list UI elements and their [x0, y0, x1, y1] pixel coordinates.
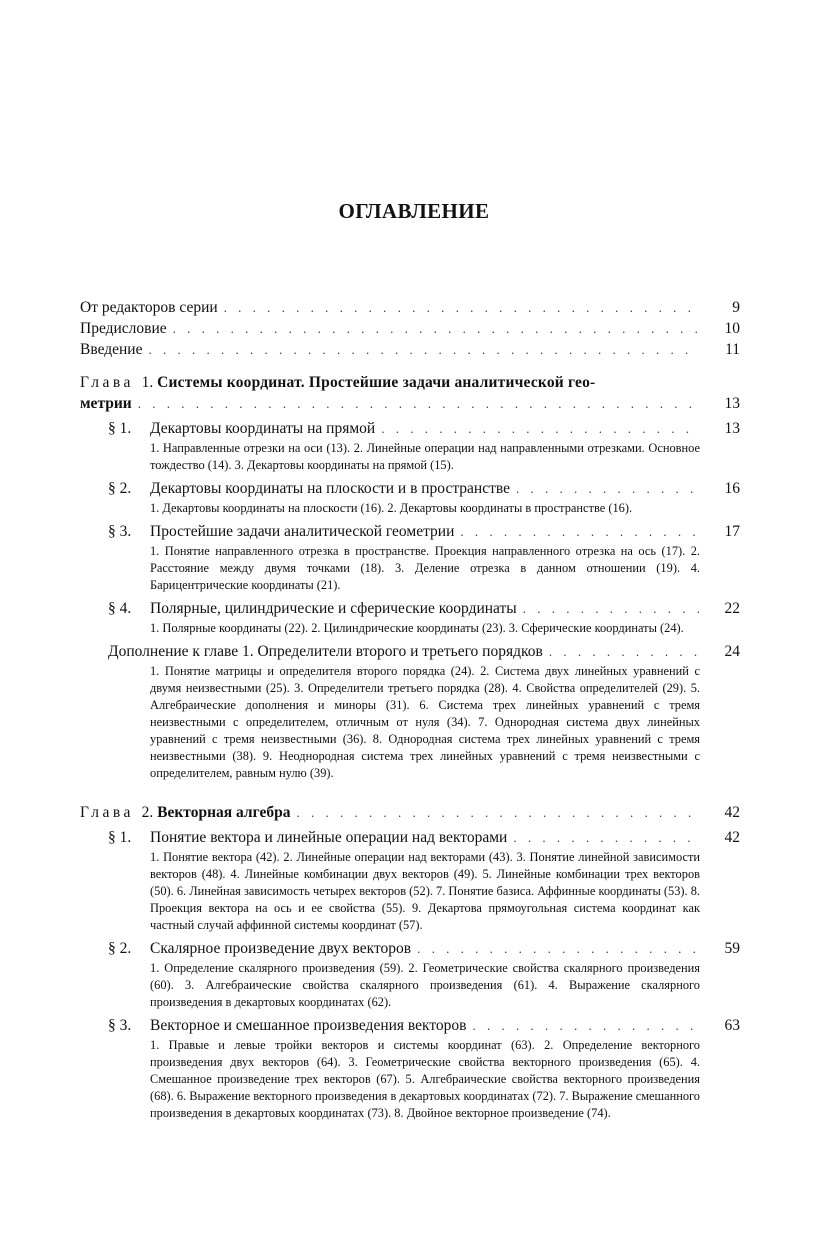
toc-page-number: 42: [724, 829, 740, 846]
section-title: Простейшие задачи аналитической геометрии: [150, 523, 455, 540]
chapter-title-cont: метрии: [80, 395, 132, 412]
toc-entry-introduction[interactable]: [80, 339, 740, 360]
chapter-1-heading-cont[interactable]: [80, 393, 740, 414]
section-2-2[interactable]: [108, 938, 740, 1011]
section-1-4[interactable]: [108, 598, 740, 637]
leader-dots: [381, 418, 700, 439]
addendum-title: Дополнение к главе 1. Определители второго и третьего порядков: [108, 643, 543, 660]
toc-entry-editors[interactable]: [80, 297, 740, 318]
leader-dots: [138, 393, 700, 414]
table-of-contents: [80, 297, 740, 1122]
section-number: § 3.: [108, 1017, 132, 1034]
leader-dots: [173, 318, 700, 339]
leader-dots: [549, 641, 700, 662]
chapter-prefix: Глава: [80, 804, 134, 821]
chapter-number: 2.: [141, 804, 154, 821]
leader-dots: [523, 598, 700, 619]
section-title: Полярные, цилиндрические и сферические координаты: [150, 600, 517, 617]
section-number: § 1.: [108, 829, 132, 846]
leader-dots: [460, 521, 700, 542]
section-1-1[interactable]: [108, 418, 740, 474]
toc-page-number: 42: [724, 804, 740, 821]
section-title: Скалярное произведение двух векторов: [150, 940, 412, 957]
toc-entry-preface[interactable]: [80, 318, 740, 339]
chapter-number: 1.: [141, 374, 154, 391]
section-1-2[interactable]: [108, 478, 740, 517]
leader-dots: [513, 827, 700, 848]
section-title: Декартовы координаты на плоскости и в пространстве: [150, 480, 510, 497]
toc-page-number: 22: [724, 600, 740, 617]
leader-dots: [473, 1015, 701, 1036]
toc-page-number: 59: [724, 940, 740, 957]
toc-page-number: 10: [724, 320, 740, 337]
section-description: 1. Определение скалярного произведения (59). 2. Геометрические свойства скалярного произведения (60). 3. Алгебраические свойства скалярного произведения (61). 4. Выражение скалярного произведения в декартовых координатах (62).: [150, 961, 700, 1009]
toc-entry-label: Предисловие: [80, 320, 167, 337]
leader-dots: [224, 297, 700, 318]
addendum-description: 1. Понятие матрицы и определителя второго порядка (24). 2. Система двух линейных уравнений с двумя неизвестными (25). 3. Определители третьего порядка (28). 4. Свойства определителей (29). 5. Алгебраические дополнения и миноры (31). 6. Система трех линейных уравнений с тремя неизвестными с определителем, отличным от нуля (34). 7. Однородная система двух линейных уравнений с тремя неизвестными (36). 8. Однородная система трех линейных уравнений с тремя неизвестными (38). 9. Неоднородная система трех линейных уравнений с тремя неизвестными с определителем, равным нулю (39).: [150, 664, 700, 780]
chapter-1-heading[interactable]: [80, 372, 740, 393]
leader-dots: [296, 802, 700, 823]
section-description: 1. Правые и левые тройки векторов и системы координат (63). 2. Определение векторного произведения двух векторов (64). 3. Геометрические свойства векторного произведения (65). 4. Смешанное произведение трех векторов (67). 5. Алгебраические свойства векторного произведения (68). 6. Выражение векторного произведения в декартовых координатах (72). 7. Выражение смешанного произведения в декартовых координатах (73). 8. Двойное векторное произведение (74).: [150, 1038, 700, 1120]
toc-page-number: 24: [724, 643, 740, 660]
chapter-2-heading[interactable]: [80, 802, 740, 823]
toc-entry-label: От редакторов серии: [80, 299, 218, 316]
chapter-2: [80, 802, 740, 1122]
section-description: 1. Декартовы координаты на плоскости (16). 2. Декартовы координаты в пространстве (16).: [150, 501, 633, 515]
section-number: § 2.: [108, 480, 132, 497]
section-number: § 4.: [108, 600, 132, 617]
toc-page-number: 11: [725, 341, 740, 358]
section-number: § 1.: [108, 420, 132, 437]
section-title: Декартовы координаты на прямой: [150, 420, 376, 437]
chapter-1-addendum[interactable]: [80, 641, 740, 782]
chapter-1: [80, 372, 740, 782]
section-title: Понятие вектора и линейные операции над векторами: [150, 829, 508, 846]
section-description: 1. Понятие направленного отрезка в пространстве. Проекция направленного отрезка на ось (17). 2. Расстояние между двумя точками (18). 3. Деление отрезка в данном отношении (19). 4. Барицентрические координаты (21).: [150, 544, 700, 592]
section-number: § 2.: [108, 940, 132, 957]
section-2-3[interactable]: [108, 1015, 740, 1122]
toc-page-number: 63: [724, 1017, 740, 1034]
section-title: Векторное и смешанное произведения векторов: [150, 1017, 467, 1034]
toc-page-number: 16: [724, 480, 740, 497]
page-title: ОГЛАВЛЕНИЕ: [338, 199, 490, 223]
leader-dots: [148, 339, 700, 360]
section-description: 1. Направленные отрезки на оси (13). 2. Линейные операции над направленными отрезками. Основное тождество (14). 3. Декартовы координаты на прямой (15).: [150, 441, 700, 472]
leader-dots: [516, 478, 700, 499]
section-2-1[interactable]: [108, 827, 740, 934]
chapter-title: Векторная алгебра: [157, 804, 291, 821]
section-description: 1. Понятие вектора (42). 2. Линейные операции над векторами (43). 3. Понятие линейной зависимости векторов (48). 4. Линейные комбинации двух векторов (49). 5. Линейные комбинации трех векторов (50). 6. Линейная зависимость четырех векторов (52). 7. Понятие базиса. Аффинные координаты (53). 8. Проекция вектора на ось и ее свойства (55). 9. Декартова прямоугольная система координат как частный случай аффинной системы координат (57).: [150, 850, 701, 932]
toc-page-number: 9: [732, 299, 740, 316]
section-description: 1. Полярные координаты (22). 2. Цилиндрические координаты (23). 3. Сферические координаты (24).: [150, 621, 684, 635]
toc-page-number: 13: [724, 420, 740, 437]
leader-dots: [417, 938, 700, 959]
section-number: § 3.: [108, 523, 132, 540]
chapter-prefix: Глава: [80, 374, 134, 391]
toc-entry-label: Введение: [80, 341, 143, 358]
section-1-3[interactable]: [108, 521, 740, 594]
toc-page-number: 17: [724, 523, 740, 540]
chapter-title: Системы координат. Простейшие задачи аналитической гео-: [157, 374, 596, 391]
toc-page-number: 13: [724, 395, 740, 412]
